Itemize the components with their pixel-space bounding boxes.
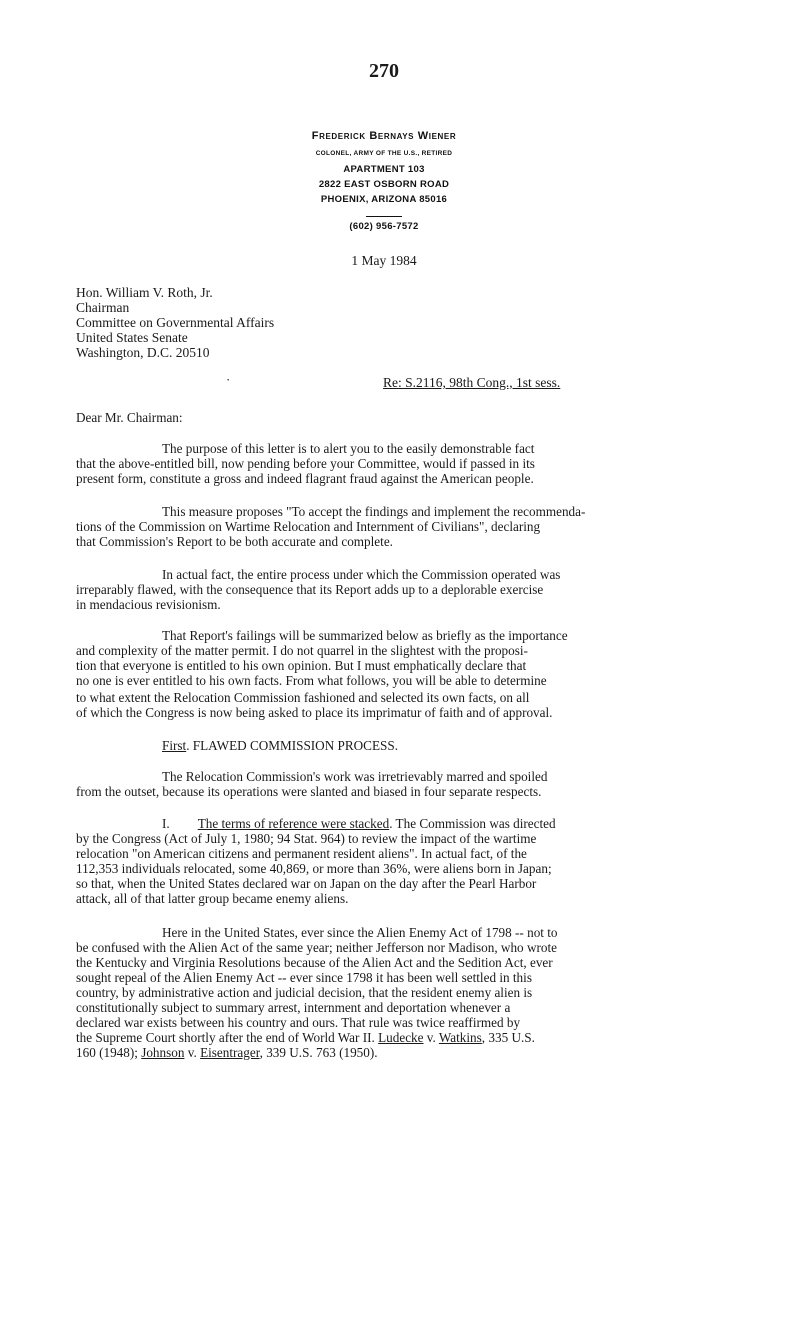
paragraph-line: tion that everyone is entitled to his own opinion. But I must emphatically declare that: [76, 658, 527, 673]
letterhead-name: Frederick Bernays Wiener: [311, 130, 457, 142]
paragraph-line: no one is ever entitled to his own facts. From what follows, you will be able to determine: [76, 673, 547, 688]
paragraph-line: from the outset, because its operations were slanted and biased in four separate respects.: [76, 784, 542, 799]
point-title: The terms of reference were stacked: [197, 816, 390, 831]
letter-date: 1 May 1984: [351, 253, 417, 268]
paragraph-line: that Commission's Report to be both accurate and complete.: [76, 534, 393, 549]
case-citation: , 339 U.S. 763 (1950).: [259, 1045, 378, 1060]
paragraph-line: by the Congress (Act of July 1, 1980; 94 Stat. 964) to review the impact of the wartime: [76, 831, 537, 846]
paragraph-line: country, by administrative action and judicial decision, that the resident enemy alien is: [76, 985, 533, 1000]
section-heading-first: [162, 738, 398, 753]
paragraph-line: That Report's failings will be summarized below as briefly as the importance: [162, 628, 568, 643]
addressee-line: Washington, D.C. 20510: [76, 345, 210, 360]
letterhead-street: 2822 EAST OSBORN ROAD: [318, 179, 450, 190]
paragraph-line: sought repeal of the Alien Enemy Act -- ever since 1798 it has been well settled in this: [76, 970, 532, 985]
letterhead-phone: (602) 956-7572: [349, 221, 419, 232]
paragraph-line: [162, 816, 556, 831]
letterhead-apartment: APARTMENT 103: [343, 164, 425, 175]
stray-mark: ·: [226, 372, 231, 387]
paragraph-text: . The Commission was directed: [389, 816, 556, 831]
paragraph-text: v.: [184, 1045, 201, 1060]
paragraph-line: to what extent the Relocation Commission fashioned and selected its own facts, on all: [76, 690, 530, 705]
addressee-line: Hon. William V. Roth, Jr.: [76, 285, 213, 300]
letterhead-city: PHOENIX, ARIZONA 85016: [320, 194, 448, 205]
page-number: 270: [369, 60, 399, 82]
section-heading-title: . FLAWED COMMISSION PROCESS.: [186, 738, 398, 753]
addressee-line: Chairman: [76, 300, 130, 315]
paragraph-text: 160 (1948);: [76, 1045, 142, 1060]
paragraph-line: present form, constitute a gross and indeed flagrant fraud against the American people.: [76, 471, 534, 486]
paragraph-line: [76, 1030, 535, 1045]
paragraph-text: v.: [423, 1030, 439, 1045]
paragraph-line: [76, 1045, 378, 1060]
paragraph-line: 112,353 individuals relocated, some 40,869, or more than 36%, were aliens born in Japan;: [76, 861, 552, 876]
section-heading-label: First: [162, 738, 187, 753]
paragraph-line: irreparably flawed, with the consequence that its Report adds up to a deplorable exercise: [76, 582, 544, 597]
paragraph-line: This measure proposes "To accept the findings and implement the recommenda-: [162, 504, 586, 519]
paragraph-line: of which the Congress is now being asked to place its imprimatur of faith and of approval.: [76, 705, 553, 720]
case-citation: , 335 U.S.: [481, 1030, 535, 1045]
addressee-line: Committee on Governmental Affairs: [76, 315, 275, 330]
paragraph-line: the Kentucky and Virginia Resolutions because of the Alien Act and the Sedition Act, ever: [76, 955, 553, 970]
letterhead-rank: COLONEL, ARMY OF THE U.S., RETIRED: [315, 150, 453, 157]
case-name: Johnson: [141, 1045, 185, 1060]
paragraph-line: The Relocation Commission's work was irretrievably marred and spoiled: [162, 769, 548, 784]
case-name: Ludecke: [378, 1030, 424, 1045]
paragraph-line: that the above-entitled bill, now pending before your Committee, would if passed in its: [76, 456, 535, 471]
paragraph-line: constitutionally subject to summary arrest, internment and deportation whenever a: [76, 1000, 511, 1015]
case-name: Eisentrager: [200, 1045, 260, 1060]
paragraph-line: so that, when the United States declared war on Japan on the day after the Pearl Harbor: [76, 876, 537, 891]
addressee-line: United States Senate: [76, 330, 188, 345]
case-name: Watkins: [438, 1030, 482, 1045]
paragraph-line: in mendacious revisionism.: [76, 597, 221, 612]
paragraph-line: tions of the Commission on Wartime Relocation and Internment of Civilians", declaring: [76, 519, 541, 534]
paragraph-line: The purpose of this letter is to alert you to the easily demonstrable fact: [162, 441, 535, 456]
paragraph-line: attack, all of that latter group became enemy aliens.: [76, 891, 349, 906]
salutation: Dear Mr. Chairman:: [76, 410, 183, 425]
paragraph-line: In actual fact, the entire process under which the Commission operated was: [162, 567, 561, 582]
point-numeral: I.: [162, 816, 170, 831]
paragraph-line: Here in the United States, ever since the Alien Enemy Act of 1798 -- not to: [162, 925, 558, 940]
paragraph-line: declared war exists between his country and ours. That rule was twice reaffirmed by: [76, 1015, 521, 1030]
paragraph-text: the Supreme Court shortly after the end of World War II.: [76, 1030, 379, 1045]
letterhead-divider: [366, 216, 402, 217]
paragraph-line: be confused with the Alien Act of the same year; neither Jefferson nor Madison, who wrote: [76, 940, 557, 955]
paragraph-line: and complexity of the matter permit. I do not quarrel in the slightest with the proposi-: [76, 643, 528, 658]
paragraph-line: relocation "on American citizens and permanent resident aliens". In actual fact, of the: [76, 846, 527, 861]
re-line: Re: S.2116, 98th Cong., 1st sess.: [383, 375, 561, 390]
